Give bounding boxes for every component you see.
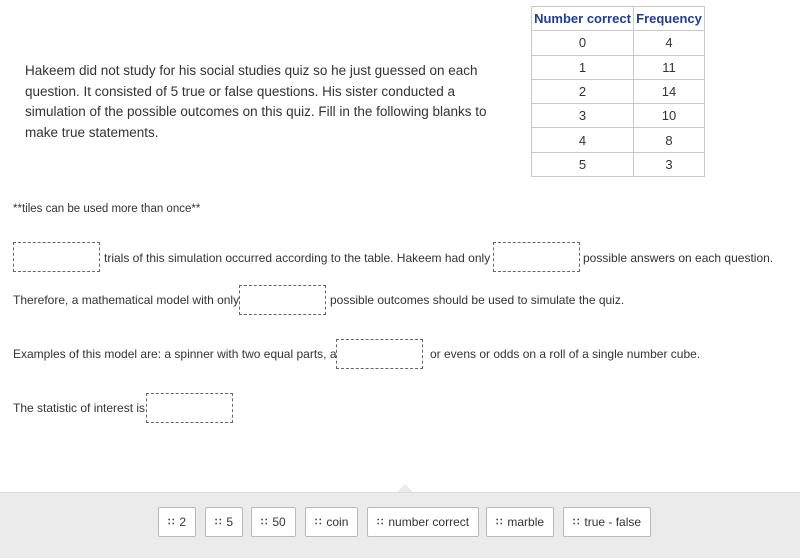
table-row [532, 128, 705, 152]
table-header-row [532, 7, 705, 31]
table-cell: 10 [634, 104, 705, 128]
statement-4-text-a: The statistic of interest is [13, 401, 146, 415]
table-row [532, 104, 705, 128]
table-row [532, 152, 705, 176]
tile-2[interactable] [158, 507, 196, 537]
table-row [532, 31, 705, 55]
drop-zone-2[interactable] [493, 242, 580, 272]
drag-handle-icon: ∷ [377, 516, 383, 528]
table-cell: 5 [532, 152, 634, 176]
tile-number-correct[interactable] [367, 507, 479, 537]
statement-1-text-b: possible answers on each question. [583, 251, 774, 265]
tile-label: 50 [272, 515, 286, 529]
tiles-reuse-note: **tiles can be used more than once** [13, 203, 201, 215]
table-cell: 14 [634, 79, 705, 103]
tile-50[interactable] [251, 507, 296, 537]
tile-label: marble [507, 515, 545, 529]
statement-3-text-a: Examples of this model are: a spinner with two equal parts, a [13, 347, 337, 361]
table-cell: 0 [532, 31, 634, 55]
drag-handle-icon: ∷ [315, 516, 321, 528]
tile-label: number correct [388, 515, 470, 529]
drag-handle-icon: ∷ [215, 516, 221, 528]
question-prompt: Hakeem did not study for his social studies quiz so he just guessed on each question. It consisted of 5 true or false questions. His sister conducted a simulation of the possible outcomes on this quiz. Fill in the following blanks to make true statements. [25, 63, 487, 140]
tile-5[interactable] [205, 507, 243, 537]
statement-1-text-a: trials of this simulation occurred according to the table. Hakeem had only [104, 251, 491, 265]
drop-zone-4[interactable] [336, 339, 423, 369]
tile-true-false[interactable] [563, 507, 651, 537]
table-cell: 2 [532, 79, 634, 103]
column-header-frequency: Frequency [634, 7, 705, 31]
tile-label: true - false [584, 515, 642, 529]
drop-zone-3[interactable] [239, 285, 326, 315]
tile-label: 2 [179, 515, 187, 529]
table-cell: 1 [532, 55, 634, 79]
statement-3-text-b: or evens or odds on a roll of a single number cube. [430, 347, 701, 361]
table-row [532, 79, 705, 103]
frequency-table [531, 6, 705, 177]
table-cell: 11 [634, 55, 705, 79]
tile-coin[interactable] [305, 507, 358, 537]
column-header-number-correct: Number correct [532, 7, 634, 31]
table-cell: 4 [634, 31, 705, 55]
statement-2-text-a: Therefore, a mathematical model with only [13, 293, 240, 307]
tile-marble[interactable] [486, 507, 554, 537]
table-cell: 3 [634, 152, 705, 176]
table-cell: 8 [634, 128, 705, 152]
drag-handle-icon: ∷ [496, 516, 502, 528]
statement-2-text-b: possible outcomes should be used to simulate the quiz. [330, 293, 625, 307]
table-row [532, 55, 705, 79]
tile-label: 5 [226, 515, 234, 529]
table-cell: 3 [532, 104, 634, 128]
table-cell: 4 [532, 128, 634, 152]
drop-zone-5[interactable] [146, 393, 233, 423]
drag-handle-icon: ∷ [573, 516, 579, 528]
drop-zone-1[interactable] [13, 242, 100, 272]
tile-label: coin [326, 515, 349, 529]
drag-handle-icon: ∷ [261, 516, 267, 528]
drag-handle-icon: ∷ [168, 516, 174, 528]
